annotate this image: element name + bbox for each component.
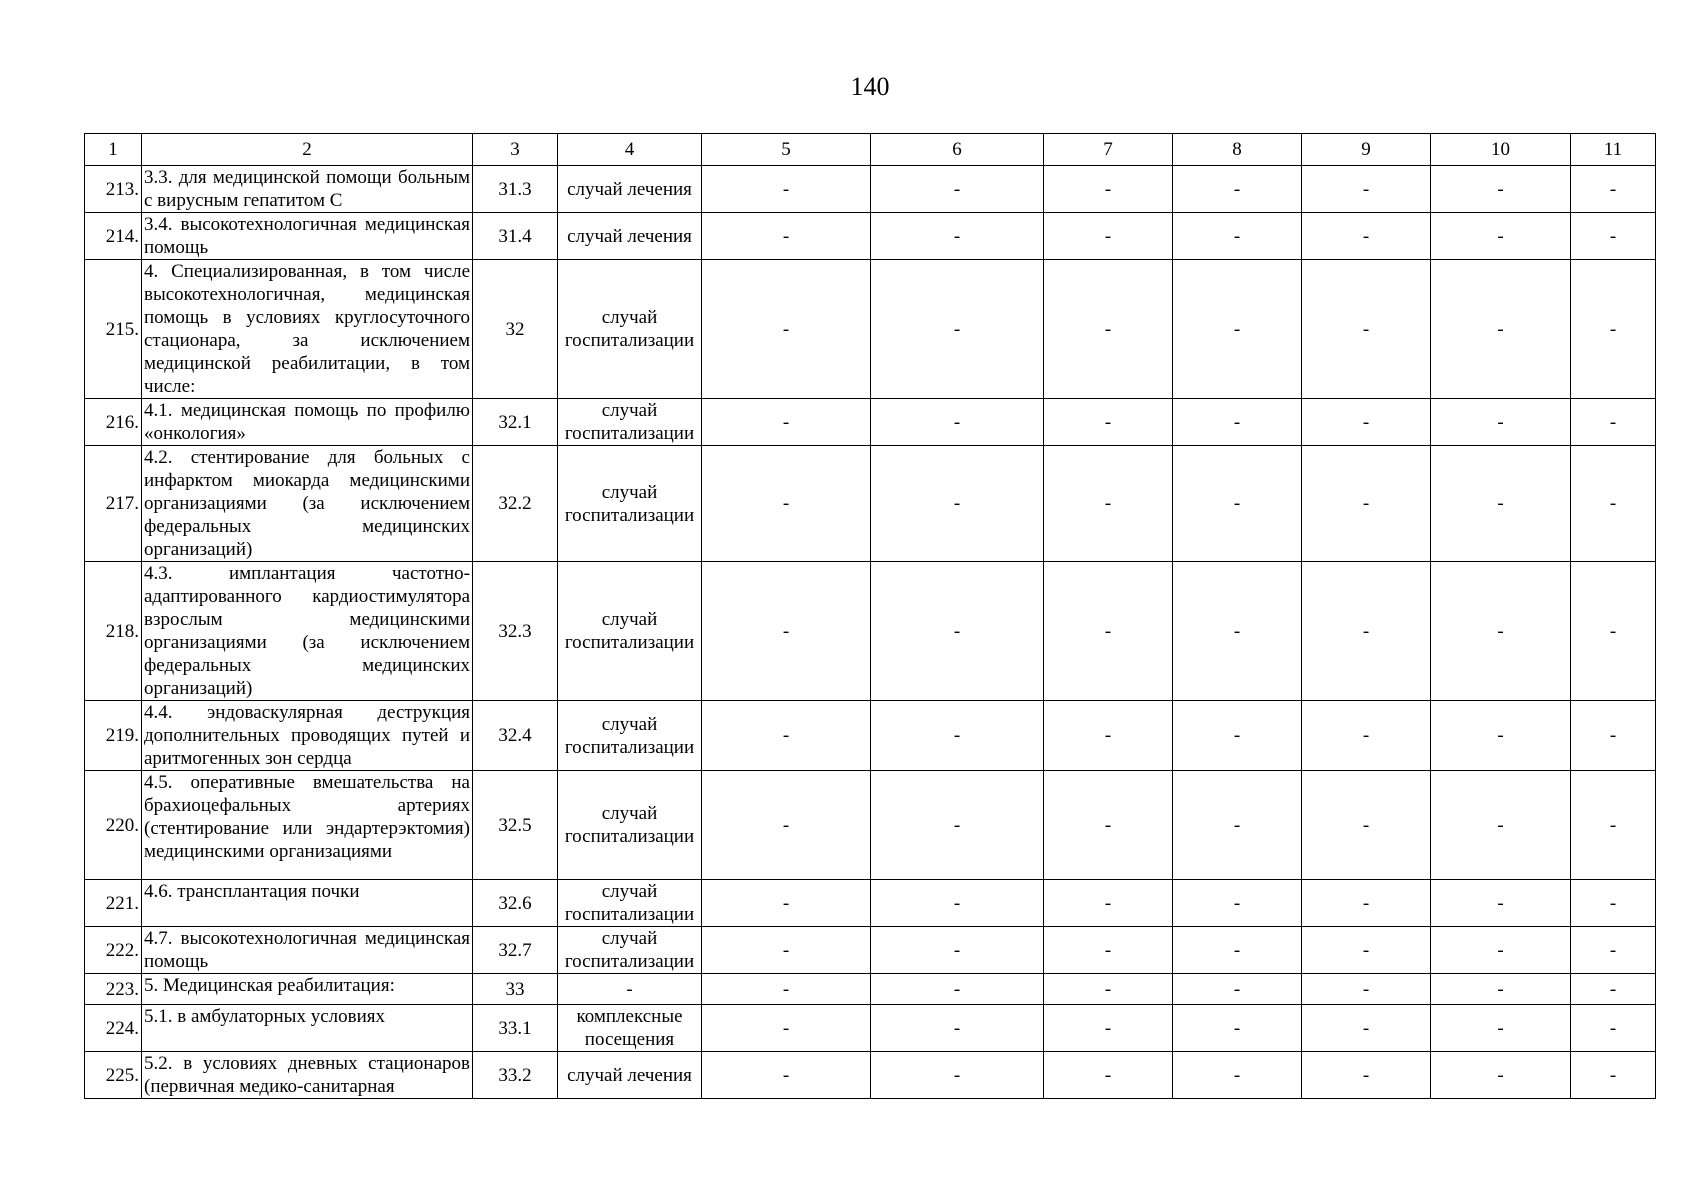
row-value: - xyxy=(871,399,1044,446)
row-unit: случай госпитализации xyxy=(558,562,702,701)
row-value: - xyxy=(1431,562,1571,701)
row-number: 223. xyxy=(85,974,142,1005)
row-value: - xyxy=(1571,701,1656,771)
row-value: - xyxy=(702,213,871,260)
row-value: - xyxy=(1173,446,1302,562)
row-value: - xyxy=(871,880,1044,927)
table-row xyxy=(85,974,1656,1005)
row-unit: случай госпитализации xyxy=(558,880,702,927)
row-description: 4.7. высокотехнологичная медицинская помощь xyxy=(142,927,473,974)
row-value: - xyxy=(1173,166,1302,213)
row-value: - xyxy=(1571,399,1656,446)
table-row xyxy=(85,399,1656,446)
row-unit: случай госпитализации xyxy=(558,701,702,771)
row-value: - xyxy=(1044,1005,1173,1052)
row-value: - xyxy=(1571,166,1656,213)
header-cell: 7 xyxy=(1044,134,1173,166)
row-value: - xyxy=(1571,880,1656,927)
row-code: 32.3 xyxy=(473,562,558,701)
header-row xyxy=(85,134,1656,166)
row-value: - xyxy=(1044,166,1173,213)
table-row xyxy=(85,562,1656,701)
row-value: - xyxy=(1431,399,1571,446)
row-code: 32.2 xyxy=(473,446,558,562)
row-value: - xyxy=(1044,927,1173,974)
row-value: - xyxy=(1173,880,1302,927)
row-value: - xyxy=(1173,771,1302,880)
row-value: - xyxy=(1571,446,1656,562)
row-value: - xyxy=(1431,166,1571,213)
row-value: - xyxy=(871,1005,1044,1052)
header-cell: 10 xyxy=(1431,134,1571,166)
row-description: 4.5. оперативные вмешательства на брахиоцефальных артериях (стентирование или эндартерэктомия) медицинскими организациями xyxy=(142,771,473,880)
row-value: - xyxy=(702,166,871,213)
row-value: - xyxy=(702,562,871,701)
row-value: - xyxy=(1173,562,1302,701)
row-value: - xyxy=(1431,771,1571,880)
row-value: - xyxy=(871,166,1044,213)
row-value: - xyxy=(1571,771,1656,880)
row-value: - xyxy=(1431,260,1571,399)
row-value: - xyxy=(1173,1052,1302,1099)
table-row xyxy=(85,880,1656,927)
row-description: 3.4. высокотехнологичная медицинская помощь xyxy=(142,213,473,260)
row-description: 4. Специализированная, в том числе высокотехнологичная, медицинская помощь в условиях круглосуточного стационара, за исключением медицинской реабилитации, в том числе: xyxy=(142,260,473,399)
header-cell: 11 xyxy=(1571,134,1656,166)
row-value: - xyxy=(1302,701,1431,771)
row-value: - xyxy=(1302,213,1431,260)
page-number: 140 xyxy=(850,72,890,101)
row-value: - xyxy=(1571,562,1656,701)
table-row xyxy=(85,1052,1656,1099)
row-value: - xyxy=(1044,974,1173,1005)
row-unit: случай госпитализации xyxy=(558,771,702,880)
row-value: - xyxy=(1044,213,1173,260)
row-value: - xyxy=(702,974,871,1005)
row-value: - xyxy=(702,1005,871,1052)
row-value: - xyxy=(1571,1052,1656,1099)
row-value: - xyxy=(702,260,871,399)
row-value: - xyxy=(702,1052,871,1099)
table-row xyxy=(85,1005,1656,1052)
row-description: 4.4. эндоваскулярная деструкция дополнительных проводящих путей и аритмогенных зон сердца xyxy=(142,701,473,771)
row-value: - xyxy=(1431,213,1571,260)
row-unit: комплексные посещения xyxy=(558,1005,702,1052)
row-number: 220. xyxy=(85,771,142,880)
row-value: - xyxy=(702,446,871,562)
row-value: - xyxy=(702,399,871,446)
row-value: - xyxy=(1571,213,1656,260)
row-value: - xyxy=(702,701,871,771)
row-description: 3.3. для медицинской помощи больным с вирусным гепатитом С xyxy=(142,166,473,213)
row-value: - xyxy=(1173,260,1302,399)
row-value: - xyxy=(1173,399,1302,446)
row-code: 32.7 xyxy=(473,927,558,974)
row-value: - xyxy=(1302,446,1431,562)
row-value: - xyxy=(1302,260,1431,399)
row-number: 213. xyxy=(85,166,142,213)
row-value: - xyxy=(1431,446,1571,562)
row-description: 4.1. медицинская помощь по профилю «онкология» xyxy=(142,399,473,446)
row-value: - xyxy=(1302,562,1431,701)
row-number: 218. xyxy=(85,562,142,701)
row-code: 32 xyxy=(473,260,558,399)
row-number: 217. xyxy=(85,446,142,562)
header-cell: 1 xyxy=(85,134,142,166)
header-cell: 4 xyxy=(558,134,702,166)
row-value: - xyxy=(1431,880,1571,927)
row-number: 224. xyxy=(85,1005,142,1052)
header-cell: 2 xyxy=(142,134,473,166)
row-value: - xyxy=(1431,974,1571,1005)
row-value: - xyxy=(1302,166,1431,213)
row-unit: случай госпитализации xyxy=(558,446,702,562)
row-value: - xyxy=(1571,974,1656,1005)
row-value: - xyxy=(1044,562,1173,701)
row-code: 31.4 xyxy=(473,213,558,260)
table-row xyxy=(85,927,1656,974)
row-unit: - xyxy=(558,974,702,1005)
row-number: 215. xyxy=(85,260,142,399)
row-value: - xyxy=(1173,927,1302,974)
row-value: - xyxy=(1431,701,1571,771)
row-value: - xyxy=(1173,701,1302,771)
row-value: - xyxy=(1173,1005,1302,1052)
row-value: - xyxy=(1044,260,1173,399)
row-value: - xyxy=(871,562,1044,701)
row-description: 5.1. в амбулаторных условиях xyxy=(142,1005,473,1052)
table-row xyxy=(85,701,1656,771)
row-value: - xyxy=(1571,1005,1656,1052)
row-value: - xyxy=(871,446,1044,562)
row-unit: случай госпитализации xyxy=(558,399,702,446)
row-value: - xyxy=(1302,974,1431,1005)
row-code: 33.1 xyxy=(473,1005,558,1052)
row-value: - xyxy=(702,771,871,880)
row-value: - xyxy=(871,213,1044,260)
table-row xyxy=(85,213,1656,260)
row-unit: случай лечения xyxy=(558,1052,702,1099)
row-value: - xyxy=(1431,1052,1571,1099)
table-row xyxy=(85,771,1656,880)
row-value: - xyxy=(1571,927,1656,974)
row-value: - xyxy=(871,260,1044,399)
row-value: - xyxy=(1044,701,1173,771)
table-row xyxy=(85,166,1656,213)
row-value: - xyxy=(702,927,871,974)
row-value: - xyxy=(871,1052,1044,1099)
row-unit: случай госпитализации xyxy=(558,927,702,974)
row-value: - xyxy=(1302,1052,1431,1099)
row-unit: случай госпитализации xyxy=(558,260,702,399)
row-unit: случай лечения xyxy=(558,213,702,260)
row-value: - xyxy=(1431,927,1571,974)
row-value: - xyxy=(1302,1005,1431,1052)
header-cell: 6 xyxy=(871,134,1044,166)
row-value: - xyxy=(1044,880,1173,927)
data-table xyxy=(84,133,1656,1099)
row-value: - xyxy=(1173,213,1302,260)
row-value: - xyxy=(1431,1005,1571,1052)
row-value: - xyxy=(871,927,1044,974)
row-value: - xyxy=(871,974,1044,1005)
row-value: - xyxy=(1044,399,1173,446)
row-code: 33 xyxy=(473,974,558,1005)
row-description: 4.3. имплантация частотно-адаптированного кардиостимулятора взрослым медицинскими организациями (за исключением федеральных медицинских организаций) xyxy=(142,562,473,701)
header-cell: 9 xyxy=(1302,134,1431,166)
row-value: - xyxy=(871,771,1044,880)
row-value: - xyxy=(1044,771,1173,880)
row-code: 31.3 xyxy=(473,166,558,213)
row-code: 32.6 xyxy=(473,880,558,927)
row-description: 5.2. в условиях дневных стационаров (первичная медико-санитарная xyxy=(142,1052,473,1099)
row-description: 4.6. трансплантация почки xyxy=(142,880,473,927)
row-value: - xyxy=(1044,446,1173,562)
row-number: 225. xyxy=(85,1052,142,1099)
row-value: - xyxy=(1302,927,1431,974)
header-cell: 8 xyxy=(1173,134,1302,166)
row-value: - xyxy=(1302,880,1431,927)
row-number: 222. xyxy=(85,927,142,974)
table-row xyxy=(85,260,1656,399)
row-value: - xyxy=(1044,1052,1173,1099)
row-code: 32.4 xyxy=(473,701,558,771)
row-value: - xyxy=(1302,771,1431,880)
row-description: 4.2. стентирование для больных с инфарктом миокарда медицинскими организациями (за исключением федеральных медицинских организаций) xyxy=(142,446,473,562)
row-description: 5. Медицинская реабилитация: xyxy=(142,974,473,1005)
row-number: 219. xyxy=(85,701,142,771)
table-row xyxy=(85,446,1656,562)
row-number: 214. xyxy=(85,213,142,260)
row-unit: случай лечения xyxy=(558,166,702,213)
row-code: 32.5 xyxy=(473,771,558,880)
row-value: - xyxy=(1302,399,1431,446)
row-value: - xyxy=(1173,974,1302,1005)
row-value: - xyxy=(702,880,871,927)
row-code: 33.2 xyxy=(473,1052,558,1099)
header-cell: 5 xyxy=(702,134,871,166)
row-value: - xyxy=(1571,260,1656,399)
row-number: 216. xyxy=(85,399,142,446)
header-cell: 3 xyxy=(473,134,558,166)
row-code: 32.1 xyxy=(473,399,558,446)
row-number: 221. xyxy=(85,880,142,927)
row-value: - xyxy=(871,701,1044,771)
